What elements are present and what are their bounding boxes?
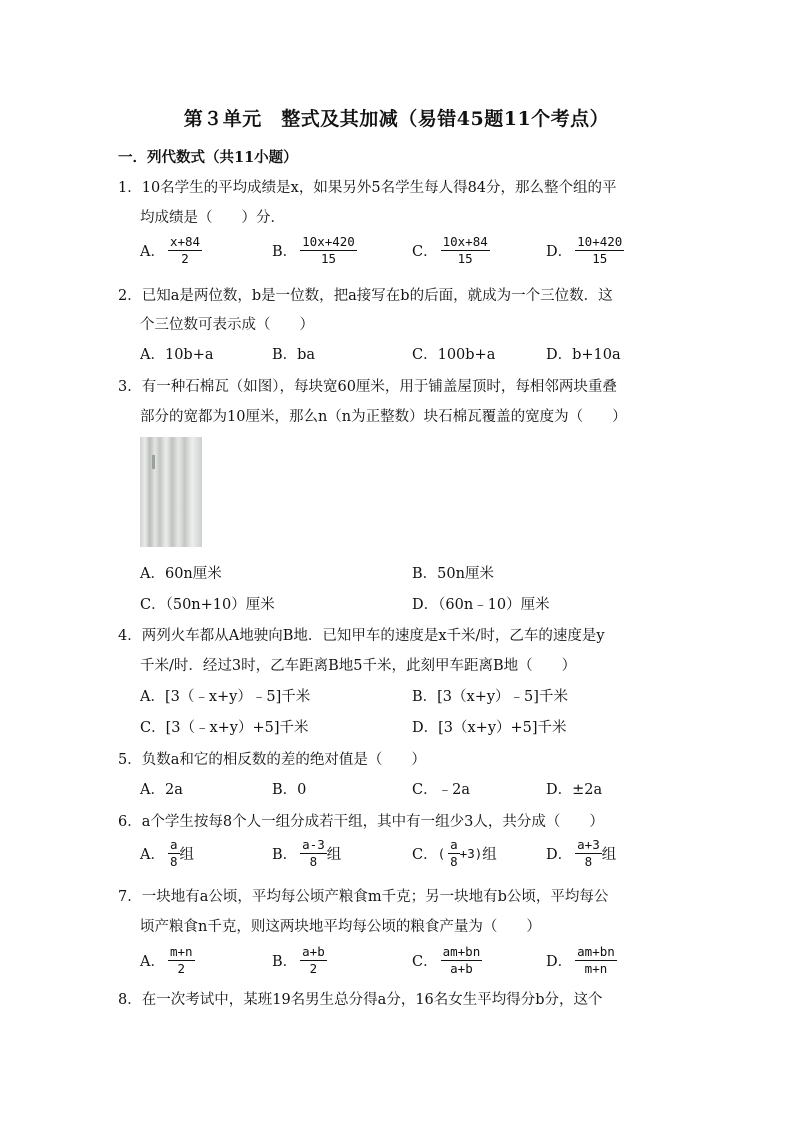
numerator: a xyxy=(169,837,178,852)
numerator: am+bn xyxy=(577,944,615,959)
q2-option-c[interactable]: C．100b+a xyxy=(412,347,496,363)
fraction xyxy=(300,945,327,976)
fraction xyxy=(575,235,624,266)
q1-option-b[interactable] xyxy=(272,235,357,266)
q1-option-a[interactable] xyxy=(140,235,202,266)
q1-stem-line1: 1．10名学生的平均成绩是x，如果另外5名学生每人得84分，那么整个组的平 xyxy=(118,180,617,196)
q1-option-d[interactable] xyxy=(546,235,624,266)
numerator: a+b xyxy=(302,944,325,959)
denominator: 8 xyxy=(169,853,178,869)
q4-option-d[interactable]: D．[3（x+y）+5]千米 xyxy=(412,720,567,736)
q3-stem-line1: 3．有一种石棉瓦（如图），每块宽60厘米，用于铺盖屋顶时，每相邻两块重叠 xyxy=(118,379,617,395)
option-label: C． xyxy=(412,846,438,863)
q5-option-c[interactable]: C．﹣2a xyxy=(412,782,470,798)
denominator: 15 xyxy=(592,250,608,266)
q3-option-b[interactable]: B．50n厘米 xyxy=(412,566,494,582)
q5-option-b[interactable]: B．0 xyxy=(272,782,307,798)
fraction xyxy=(168,838,180,869)
option-label: D． xyxy=(546,953,573,970)
option-label: A． xyxy=(140,953,165,970)
plus-three: +3) xyxy=(459,845,483,861)
q2-option-a[interactable]: A．10b+a xyxy=(140,347,214,363)
denominator: 8 xyxy=(450,853,458,869)
option-label: B． xyxy=(272,953,298,970)
q7-option-c[interactable] xyxy=(412,945,482,976)
numerator: a-3 xyxy=(302,837,325,852)
q7-option-d[interactable] xyxy=(546,945,617,976)
fraction xyxy=(168,945,195,976)
denominator: a+b xyxy=(450,960,473,976)
denominator: m+n xyxy=(584,960,608,976)
denominator: 8 xyxy=(584,853,593,869)
option-label: B． xyxy=(272,846,298,863)
left-paren: ( xyxy=(437,845,446,861)
q1-stem-line2: 均成绩是（ ）分． xyxy=(140,210,285,226)
denominator: 2 xyxy=(309,960,318,976)
q5-stem-line1: 5．负数a和它的相反数的差的绝对值是（ ） xyxy=(118,752,426,768)
numerator: a xyxy=(450,837,458,852)
q2-option-d[interactable]: D．b+10a xyxy=(546,347,621,363)
numerator: x+84 xyxy=(169,234,201,249)
denominator: 8 xyxy=(309,853,318,869)
q6-option-b[interactable] xyxy=(272,838,341,869)
unit-label: 组 xyxy=(482,846,497,863)
q2-option-b[interactable]: B．ba xyxy=(272,347,316,363)
fraction xyxy=(575,838,602,869)
numerator: 10x+84 xyxy=(442,234,488,249)
q4-option-a[interactable]: A．[3（﹣x+y）﹣5]千米 xyxy=(140,689,311,705)
q7-stem-line2: 顷产粮食n千克，则这两块地平均每公顷的粮食产量为（ ） xyxy=(140,919,541,935)
q2-stem-line1: 2．已知a是两位数，b是一位数，把a接写在b的后面，就成为一个三位数．这 xyxy=(118,288,613,304)
option-label: B． xyxy=(272,243,298,260)
q5-option-a[interactable]: A．2a xyxy=(140,782,183,798)
q8-stem-line1: 8．在一次考试中，某班19名男生总分得a分，16名女生平均得分b分，这个 xyxy=(118,992,603,1008)
unit-label: 组 xyxy=(601,846,617,863)
fraction xyxy=(448,838,460,869)
q6-stem-line1: 6．a个学生按每8个人一组分成若干组，其中有一组少3人，共分成（ ） xyxy=(118,814,604,830)
numerator: a+3 xyxy=(577,837,600,852)
unit-label: 组 xyxy=(326,846,342,863)
fraction xyxy=(168,235,202,266)
denominator: 2 xyxy=(177,960,186,976)
option-label: C． xyxy=(412,953,438,970)
section-heading: 一．列代数式（共11小题） xyxy=(118,149,298,166)
asbestos-tile-photo xyxy=(140,437,202,547)
denominator: 15 xyxy=(457,250,473,266)
option-label: C． xyxy=(412,243,438,260)
q3-stem-line2: 部分的宽都为10厘米，那么n（n为正整数）块石棉瓦覆盖的宽度为（ ） xyxy=(140,409,627,425)
q3-option-c[interactable]: C．（50n+10）厘米 xyxy=(140,597,275,613)
option-label: A． xyxy=(140,846,165,863)
fraction xyxy=(575,945,617,976)
fraction xyxy=(300,838,327,869)
numerator: m+n xyxy=(169,944,193,959)
q6-option-c[interactable] xyxy=(412,838,497,869)
option-label: D． xyxy=(546,846,573,863)
denominator: 15 xyxy=(320,250,337,266)
fraction xyxy=(441,945,483,976)
q6-option-a[interactable] xyxy=(140,838,194,869)
numerator: 10x+420 xyxy=(302,234,355,249)
q2-stem-line2: 个三位数可表示成（ ） xyxy=(140,317,314,333)
denominator: 2 xyxy=(181,250,189,266)
option-label: D． xyxy=(546,243,573,260)
fraction xyxy=(300,235,357,266)
fraction xyxy=(441,235,490,266)
unit-label: 组 xyxy=(179,846,195,863)
q1-option-c[interactable] xyxy=(412,235,490,266)
q6-option-d[interactable] xyxy=(546,838,616,869)
page-title: 第３单元 整式及其加减（易错45题11个考点） xyxy=(183,108,610,130)
q4-stem-line2: 千米/时．经过3时，乙车距离B地5千米，此刻甲车距离B地（ ） xyxy=(140,658,577,674)
q4-stem-line1: 4．两列火车都从A地驶向B地．已知甲车的速度是x千米/时，乙车的速度是y xyxy=(118,628,605,644)
q5-option-d[interactable]: D．±2a xyxy=(546,782,603,798)
q7-option-b[interactable] xyxy=(272,945,327,976)
q4-option-b[interactable]: B．[3（x+y）﹣5]千米 xyxy=(412,689,568,705)
q3-option-d[interactable]: D．（60n﹣10）厘米 xyxy=(412,597,550,613)
numerator: am+bn xyxy=(442,944,481,959)
numerator: 10+420 xyxy=(577,234,623,249)
q7-stem-line1: 7．一块地有a公顷，平均每公顷产粮食m千克；另一块地有b公顷，平均每公 xyxy=(118,889,609,905)
q7-option-a[interactable] xyxy=(140,945,195,976)
option-label: A． xyxy=(140,243,165,260)
q3-option-a[interactable]: A．60n厘米 xyxy=(140,566,222,582)
q4-option-c[interactable]: C．[3（﹣x+y）+5]千米 xyxy=(140,720,309,736)
